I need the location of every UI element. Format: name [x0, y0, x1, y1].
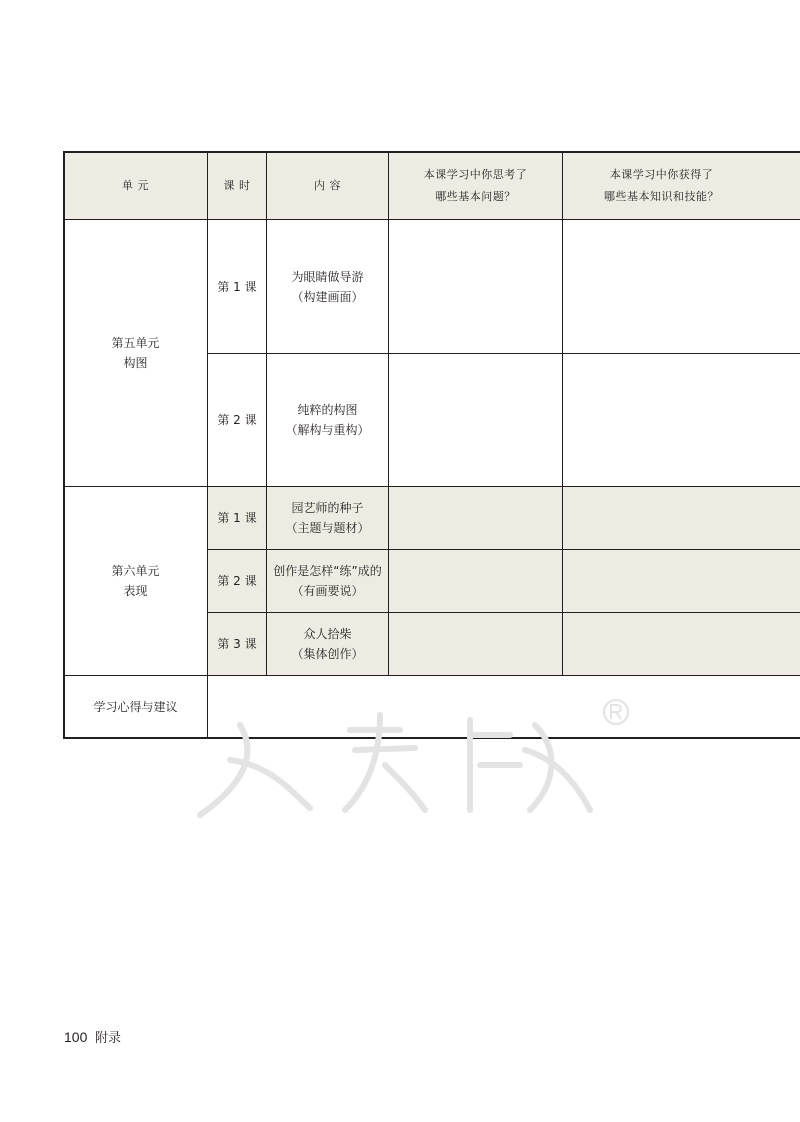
section-label: 附录 — [94, 1030, 121, 1045]
header-gains: 本课学习中你获得了 哪些基本知识和技能？ — [604, 167, 719, 203]
unit6-lesson2-number: 第 2 课 — [217, 574, 257, 588]
notes-label: 学习心得与建议 — [93, 699, 178, 714]
unit6-name: 第六单元 表现 — [111, 564, 160, 598]
unit5-lesson1-number: 第 1 课 — [217, 279, 257, 294]
unit6-lesson2-content: 创作是怎样“练”成的 （有画要说） — [273, 564, 382, 598]
unit5-lesson2-content: 纯粹的构图 （解构与重构） — [285, 403, 370, 437]
header-questions: 本课学习中你思考了 哪些基本问题？ — [423, 167, 528, 203]
column-line-content — [388, 151, 389, 676]
unit6-lesson1-content: 园艺师的种子 （主题与题材） — [285, 501, 370, 535]
unit6-lesson3-number: 第 3 课 — [217, 637, 257, 651]
page-footer — [64, 1027, 121, 1046]
unit6-lesson3-content: 众人拾柴 （集体创作） — [291, 627, 364, 661]
publisher-watermark — [180, 690, 640, 830]
header-lesson: 课 时 — [223, 178, 251, 192]
unit5-name: 第五单元 构图 — [111, 336, 160, 370]
page-number: 100 — [64, 1029, 88, 1045]
unit5-lesson1-content: 为眼睛做导游 （构建画面） — [291, 269, 364, 304]
header-content: 内 容 — [314, 178, 341, 192]
header-unit: 单 元 — [122, 178, 149, 192]
column-line-question — [562, 151, 563, 676]
unit6-lesson1-number: 第 1 课 — [217, 511, 257, 525]
unit5-lesson2-number: 第 2 课 — [217, 413, 257, 427]
